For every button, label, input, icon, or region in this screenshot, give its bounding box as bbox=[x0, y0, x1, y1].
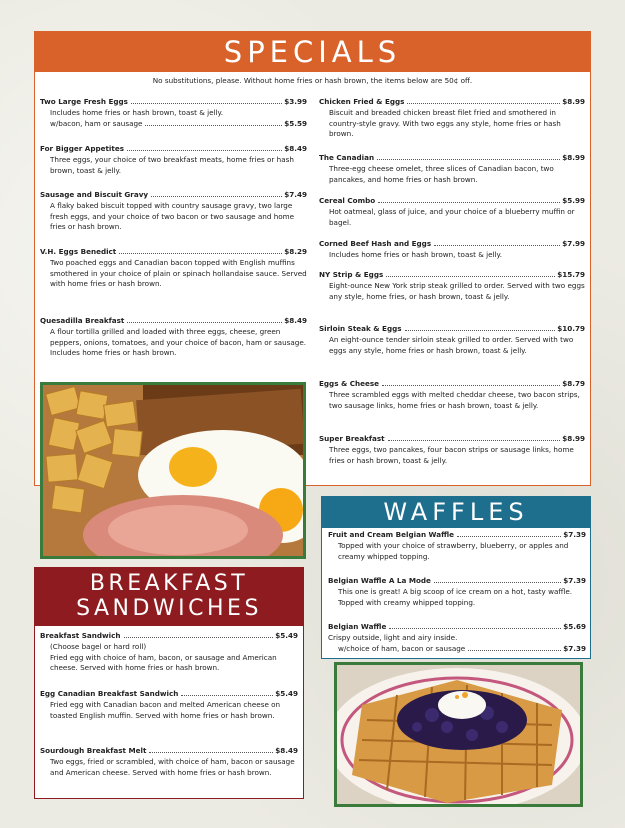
menu-item bbox=[319, 324, 585, 356]
item-desc: Topped with your choice of strawberry, blueberry, or apples and creamy whipped topping. bbox=[338, 540, 569, 561]
item-option: w/choice of ham, bacon or sausage bbox=[338, 643, 466, 653]
sandwiches-title-line1: BREAKFAST bbox=[89, 571, 249, 596]
item-price: $8.79 bbox=[562, 379, 585, 388]
waffles-header bbox=[322, 497, 590, 528]
menu-item bbox=[40, 97, 307, 129]
menu-item bbox=[40, 631, 298, 674]
item-desc: Three scrambled eggs with melted cheddar cheese, two bacon strips, two sausage links, home fries or hash brown, toast & jelly. bbox=[329, 389, 580, 410]
menu-item bbox=[328, 576, 586, 608]
breakfast-photo bbox=[40, 382, 306, 559]
item-price: $8.99 bbox=[562, 153, 585, 162]
menu-item bbox=[319, 97, 585, 140]
specials-title: SPECIALS bbox=[223, 35, 402, 69]
item-price: $7.39 bbox=[563, 530, 586, 539]
item-name: Super Breakfast bbox=[319, 434, 385, 443]
item-name: Sirloin Steak & Eggs bbox=[319, 324, 402, 333]
menu-item bbox=[319, 434, 585, 466]
item-desc: Two eggs, fried or scrambled, with choice of ham, bacon or sausage and American cheese. Served with home fries or hash brown. bbox=[50, 756, 295, 777]
item-desc: Crispy outside, light and airy inside. bbox=[328, 632, 458, 642]
specials-header bbox=[35, 32, 590, 72]
item-name: Belgian Waffle bbox=[328, 622, 387, 631]
item-name: Eggs & Cheese bbox=[319, 379, 380, 388]
item-desc: Hot oatmeal, glass of juice, and your choice of a blueberry muffin or bagel. bbox=[329, 206, 575, 227]
item-name: Belgian Waffle A La Mode bbox=[328, 576, 431, 585]
menu-item bbox=[319, 379, 585, 411]
item-desc: Three eggs, two pancakes, four bacon strips or sausage links, home fries or hash brown, toast & jelly. bbox=[329, 444, 574, 465]
item-name: Quesadilla Breakfast bbox=[40, 316, 125, 325]
item-desc: Biscuit and breaded chicken breast filet fried and smothered in country-style gravy. With two eggs any style, home fries or hash brown. bbox=[329, 107, 561, 139]
menu-item bbox=[319, 153, 585, 185]
sandwiches-header bbox=[35, 568, 303, 626]
item-option: w/bacon, ham or sausage bbox=[50, 118, 143, 128]
item-option-price: $5.59 bbox=[284, 118, 307, 128]
item-name: Chicken Fried & Eggs bbox=[319, 97, 405, 106]
menu-item bbox=[328, 622, 586, 654]
sandwiches-title-line2: SANDWICHES bbox=[76, 596, 262, 621]
item-name: Fruit and Cream Belgian Waffle bbox=[328, 530, 454, 539]
item-name: V.H. Eggs Benedict bbox=[40, 247, 117, 256]
item-price: $7.39 bbox=[563, 576, 586, 585]
menu-item bbox=[319, 239, 585, 261]
item-name: For Bigger Appetites bbox=[40, 144, 124, 153]
waffles-title: WAFFLES bbox=[383, 498, 529, 526]
item-price: $10.79 bbox=[557, 324, 585, 333]
item-price: $5.49 bbox=[275, 689, 298, 698]
menu-item bbox=[328, 530, 586, 562]
item-desc: Eight-ounce New York strip steak grilled to order. Served with two eggs any style, home fries, or hash brown, toast & jelly. bbox=[329, 280, 585, 301]
item-price: $7.99 bbox=[562, 239, 585, 248]
item-price: $8.99 bbox=[562, 434, 585, 443]
item-price: $5.99 bbox=[562, 196, 585, 205]
item-price: $8.49 bbox=[284, 144, 307, 153]
item-desc: Three-egg cheese omelet, three slices of Canadian bacon, two pancakes, and home fries or hash brown. bbox=[329, 163, 554, 184]
item-desc: This one is great! A big scoop of ice cream on a hot, tasty waffle. Topped with creamy whipped topping. bbox=[338, 586, 573, 607]
item-price: $8.49 bbox=[275, 746, 298, 755]
item-name: The Canadian bbox=[319, 153, 375, 162]
item-price: $7.49 bbox=[284, 190, 307, 199]
item-name: Breakfast Sandwich bbox=[40, 631, 121, 640]
menu-item bbox=[40, 746, 298, 778]
item-price: $3.99 bbox=[284, 97, 307, 106]
item-name: Sausage and Biscuit Gravy bbox=[40, 190, 149, 199]
menu-item bbox=[40, 247, 307, 290]
item-name: Cereal Combo bbox=[319, 196, 376, 205]
item-desc: Fried egg with Canadian bacon and melted American cheese on toasted English muffin. Served with home fries or hash brown. bbox=[50, 699, 281, 720]
menu-item bbox=[319, 196, 585, 228]
item-option-price: $7.39 bbox=[563, 643, 586, 653]
breakfast-plate-image bbox=[43, 385, 303, 556]
item-price: $15.79 bbox=[557, 270, 585, 279]
item-name: Egg Canadian Breakfast Sandwich bbox=[40, 689, 179, 698]
item-desc: Fried egg with choice of ham, bacon, or sausage and American cheese. Served with home fries or hash brown. bbox=[50, 652, 277, 673]
menu-item bbox=[319, 270, 585, 302]
item-name: Corned Beef Hash and Eggs bbox=[319, 239, 432, 248]
waffle-photo bbox=[334, 662, 583, 807]
item-note: (Choose bagel or hard roll) bbox=[50, 641, 147, 651]
menu-item bbox=[40, 190, 307, 233]
item-desc: An eight-ounce tender sirloin steak grilled to order. Served with two eggs any style, home fries or hash brown, toast & jelly. bbox=[329, 334, 574, 355]
item-desc: Includes home fries or hash brown, toast & jelly. bbox=[50, 107, 224, 117]
item-desc: Two poached eggs and Canadian bacon topped with English muffins smothered in your choice of plain or spinach hollandaise sauce. Served with home fries or hash brown. bbox=[50, 257, 307, 289]
item-desc: Includes home fries or hash brown, toast & jelly. bbox=[329, 249, 503, 259]
item-name: NY Strip & Eggs bbox=[319, 270, 384, 279]
menu-item bbox=[40, 689, 298, 721]
waffle-image bbox=[337, 665, 580, 804]
item-name: Sourdough Breakfast Melt bbox=[40, 746, 147, 755]
item-name: Two Large Fresh Eggs bbox=[40, 97, 128, 106]
item-price: $8.99 bbox=[562, 97, 585, 106]
item-price: $8.49 bbox=[284, 316, 307, 325]
item-price: $8.29 bbox=[284, 247, 307, 256]
item-desc: A flour tortilla grilled and loaded with three eggs, cheese, green peppers, onions, tomatoes, and your choice of bacon, ham or sausage. Includes home fries or hash brown. bbox=[50, 326, 307, 358]
menu-item bbox=[40, 316, 307, 359]
menu-item bbox=[40, 144, 307, 176]
item-desc: A flaky baked biscuit topped with country sausage gravy, two large fresh eggs, and your choice of two bacon or two sausage and home fries or hash brown. bbox=[50, 200, 295, 232]
item-desc: Three eggs, your choice of two breakfast meats, home fries or hash brown, toast & jelly. bbox=[50, 154, 294, 175]
item-price: $5.49 bbox=[275, 631, 298, 640]
specials-note: No substitutions, please. Without home fries or hash brown, the items below are 50¢ off. bbox=[152, 76, 473, 85]
item-price: $5.69 bbox=[563, 622, 586, 631]
